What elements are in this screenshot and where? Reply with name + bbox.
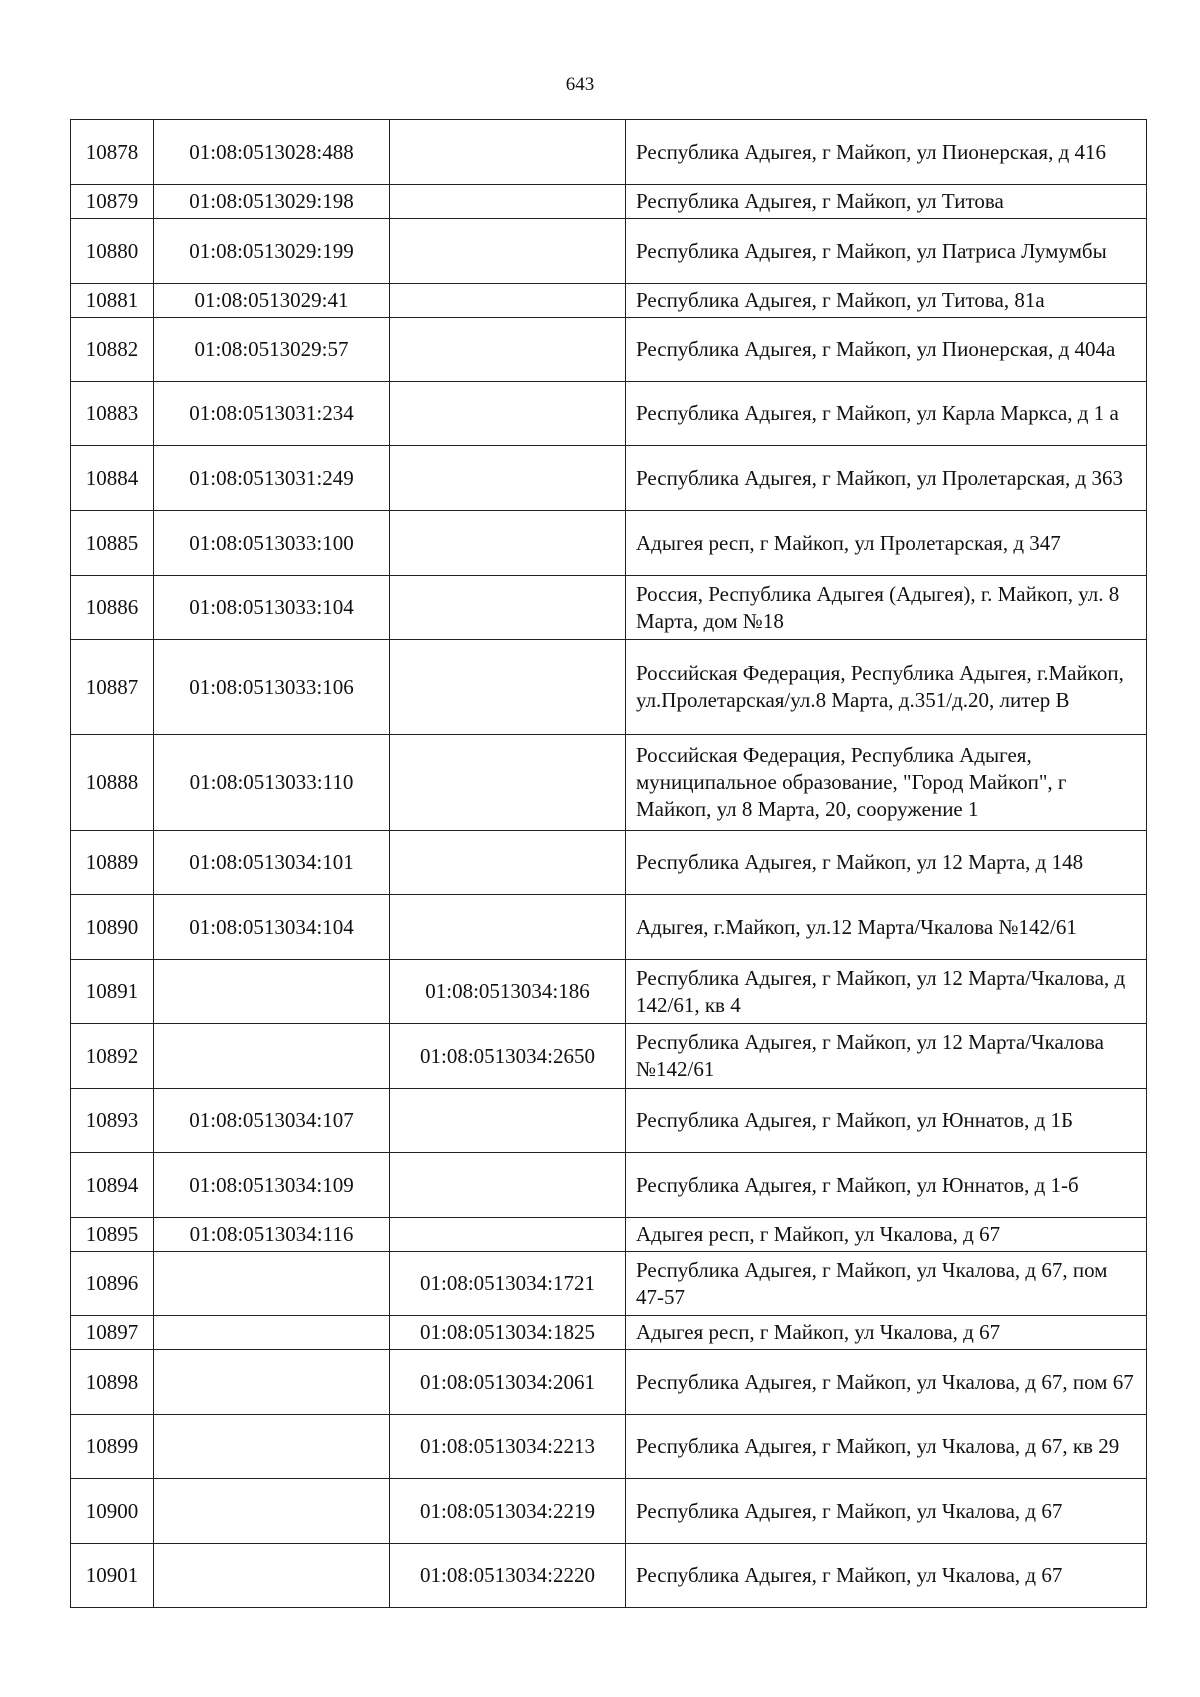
table-row xyxy=(71,1089,1147,1153)
cadastral-table xyxy=(70,119,1147,1608)
address-cell: Республика Адыгея, г Майкоп, ул Чкалова, д 67, пом 67 xyxy=(626,1350,1147,1415)
cadastral-object-cell xyxy=(390,382,626,446)
table-row xyxy=(71,1415,1147,1479)
table-row xyxy=(71,120,1147,185)
cadastral-parcel-cell: 01:08:0513034:107 xyxy=(154,1089,390,1153)
cadastral-parcel-cell xyxy=(154,1544,390,1608)
address-cell: Республика Адыгея, г Майкоп, ул Юннатов, д 1Б xyxy=(626,1089,1147,1153)
cadastral-parcel-cell: 01:08:0513031:249 xyxy=(154,446,390,511)
address-cell: Россия, Республика Адыгея (Адыгея), г. Майкоп, ул. 8 Марта, дом №18 xyxy=(626,576,1147,640)
row-number-cell: 10885 xyxy=(71,511,154,576)
cadastral-object-cell: 01:08:0513034:1825 xyxy=(390,1316,626,1350)
cadastral-parcel-cell: 01:08:0513034:104 xyxy=(154,895,390,960)
cadastral-object-cell xyxy=(390,219,626,284)
row-number-cell: 10882 xyxy=(71,318,154,382)
cadastral-object-cell xyxy=(390,511,626,576)
cadastral-object-cell: 01:08:0513034:2061 xyxy=(390,1350,626,1415)
cadastral-parcel-cell: 01:08:0513029:57 xyxy=(154,318,390,382)
table-row xyxy=(71,1153,1147,1218)
address-cell: Республика Адыгея, г Майкоп, ул 12 Марта/Чкалова №142/61 xyxy=(626,1024,1147,1089)
address-cell: Республика Адыгея, г Майкоп, ул Чкалова, д 67 xyxy=(626,1479,1147,1544)
address-cell: Республика Адыгея, г Майкоп, ул Чкалова, д 67, кв 29 xyxy=(626,1415,1147,1479)
table-row xyxy=(71,318,1147,382)
row-number-cell: 10889 xyxy=(71,831,154,895)
row-number-cell: 10897 xyxy=(71,1316,154,1350)
row-number-cell: 10890 xyxy=(71,895,154,960)
cadastral-object-cell: 01:08:0513034:186 xyxy=(390,960,626,1024)
address-cell: Республика Адыгея, г Майкоп, ул 12 Марта, д 148 xyxy=(626,831,1147,895)
table-row xyxy=(71,1544,1147,1608)
address-cell: Республика Адыгея, г Майкоп, ул Пионерская, д 404а xyxy=(626,318,1147,382)
row-number-cell: 10883 xyxy=(71,382,154,446)
cadastral-object-cell xyxy=(390,735,626,831)
cadastral-parcel-cell xyxy=(154,960,390,1024)
row-number-cell: 10893 xyxy=(71,1089,154,1153)
cadastral-object-cell xyxy=(390,446,626,511)
cadastral-object-cell: 01:08:0513034:1721 xyxy=(390,1252,626,1316)
cadastral-object-cell xyxy=(390,576,626,640)
cadastral-object-cell xyxy=(390,318,626,382)
row-number-cell: 10895 xyxy=(71,1218,154,1252)
row-number-cell: 10881 xyxy=(71,284,154,318)
cadastral-object-cell xyxy=(390,831,626,895)
cadastral-parcel-cell: 01:08:0513028:488 xyxy=(154,120,390,185)
cadastral-parcel-cell xyxy=(154,1252,390,1316)
table-row xyxy=(71,640,1147,735)
address-cell: Российская Федерация, Республика Адыгея, муниципальное образование, "Город Майкоп", г Майкоп, ул 8 Марта, 20, сооружение 1 xyxy=(626,735,1147,831)
cadastral-parcel-cell: 01:08:0513034:109 xyxy=(154,1153,390,1218)
cadastral-object-cell xyxy=(390,895,626,960)
address-cell: Республика Адыгея, г Майкоп, ул 12 Марта/Чкалова, д 142/61, кв 4 xyxy=(626,960,1147,1024)
row-number-cell: 10899 xyxy=(71,1415,154,1479)
cadastral-parcel-cell xyxy=(154,1350,390,1415)
address-cell: Российская Федерация, Республика Адыгея, г.Майкоп, ул.Пролетарская/ул.8 Марта, д.351/д.20, литер В xyxy=(626,640,1147,735)
cadastral-parcel-cell: 01:08:0513033:100 xyxy=(154,511,390,576)
table-row xyxy=(71,185,1147,219)
cadastral-parcel-cell: 01:08:0513034:101 xyxy=(154,831,390,895)
cadastral-parcel-cell: 01:08:0513029:198 xyxy=(154,185,390,219)
cadastral-object-cell xyxy=(390,1153,626,1218)
address-cell: Адыгея респ, г Майкоп, ул Чкалова, д 67 xyxy=(626,1316,1147,1350)
cadastral-object-cell xyxy=(390,1089,626,1153)
cadastral-object-cell xyxy=(390,120,626,185)
cadastral-parcel-cell: 01:08:0513029:199 xyxy=(154,219,390,284)
cadastral-parcel-cell: 01:08:0513033:110 xyxy=(154,735,390,831)
cadastral-parcel-cell xyxy=(154,1479,390,1544)
table-row xyxy=(71,1218,1147,1252)
cadastral-object-cell: 01:08:0513034:2220 xyxy=(390,1544,626,1608)
address-cell: Республика Адыгея, г Майкоп, ул Карла Маркса, д 1 а xyxy=(626,382,1147,446)
table-row xyxy=(71,1024,1147,1089)
cadastral-parcel-cell xyxy=(154,1316,390,1350)
cadastral-object-cell: 01:08:0513034:2213 xyxy=(390,1415,626,1479)
cadastral-parcel-cell: 01:08:0513029:41 xyxy=(154,284,390,318)
table-row xyxy=(71,735,1147,831)
table-body xyxy=(71,120,1147,1608)
cadastral-object-cell xyxy=(390,640,626,735)
cadastral-object-cell: 01:08:0513034:2650 xyxy=(390,1024,626,1089)
address-cell: Адыгея, г.Майкоп, ул.12 Марта/Чкалова №142/61 xyxy=(626,895,1147,960)
table-row xyxy=(71,1316,1147,1350)
cadastral-parcel-cell: 01:08:0513031:234 xyxy=(154,382,390,446)
cadastral-parcel-cell: 01:08:0513034:116 xyxy=(154,1218,390,1252)
table-row xyxy=(71,895,1147,960)
cadastral-object-cell: 01:08:0513034:2219 xyxy=(390,1479,626,1544)
row-number-cell: 10900 xyxy=(71,1479,154,1544)
table-row xyxy=(71,1479,1147,1544)
row-number-cell: 10879 xyxy=(71,185,154,219)
row-number-cell: 10887 xyxy=(71,640,154,735)
table-row xyxy=(71,511,1147,576)
page-number: 643 xyxy=(565,74,595,95)
table-row xyxy=(71,219,1147,284)
table-row xyxy=(71,284,1147,318)
address-cell: Республика Адыгея, г Майкоп, ул Чкалова, д 67, пом 47-57 xyxy=(626,1252,1147,1316)
row-number-cell: 10896 xyxy=(71,1252,154,1316)
cadastral-parcel-cell: 01:08:0513033:106 xyxy=(154,640,390,735)
address-cell: Республика Адыгея, г Майкоп, ул Титова, 81а xyxy=(626,284,1147,318)
table-row xyxy=(71,960,1147,1024)
row-number-cell: 10898 xyxy=(71,1350,154,1415)
row-number-cell: 10888 xyxy=(71,735,154,831)
address-cell: Республика Адыгея, г Майкоп, ул Юннатов, д 1-б xyxy=(626,1153,1147,1218)
address-cell: Республика Адыгея, г Майкоп, ул Чкалова, д 67 xyxy=(626,1544,1147,1608)
cadastral-object-cell xyxy=(390,185,626,219)
address-cell: Адыгея респ, г Майкоп, ул Пролетарская, д 347 xyxy=(626,511,1147,576)
address-cell: Республика Адыгея, г Майкоп, ул Пионерская, д 416 xyxy=(626,120,1147,185)
cadastral-parcel-cell: 01:08:0513033:104 xyxy=(154,576,390,640)
row-number-cell: 10892 xyxy=(71,1024,154,1089)
row-number-cell: 10884 xyxy=(71,446,154,511)
row-number-cell: 10894 xyxy=(71,1153,154,1218)
address-cell: Республика Адыгея, г Майкоп, ул Пролетарская, д 363 xyxy=(626,446,1147,511)
cadastral-object-cell xyxy=(390,284,626,318)
cadastral-parcel-cell xyxy=(154,1415,390,1479)
address-cell: Адыгея респ, г Майкоп, ул Чкалова, д 67 xyxy=(626,1218,1147,1252)
table-row xyxy=(71,382,1147,446)
table-row xyxy=(71,576,1147,640)
cadastral-parcel-cell xyxy=(154,1024,390,1089)
address-cell: Республика Адыгея, г Майкоп, ул Патриса Лумумбы xyxy=(626,219,1147,284)
table-row xyxy=(71,1252,1147,1316)
row-number-cell: 10891 xyxy=(71,960,154,1024)
row-number-cell: 10880 xyxy=(71,219,154,284)
table-row xyxy=(71,831,1147,895)
address-cell: Республика Адыгея, г Майкоп, ул Титова xyxy=(626,185,1147,219)
cadastral-object-cell xyxy=(390,1218,626,1252)
table-row xyxy=(71,446,1147,511)
row-number-cell: 10901 xyxy=(71,1544,154,1608)
row-number-cell: 10886 xyxy=(71,576,154,640)
row-number-cell: 10878 xyxy=(71,120,154,185)
table-row xyxy=(71,1350,1147,1415)
